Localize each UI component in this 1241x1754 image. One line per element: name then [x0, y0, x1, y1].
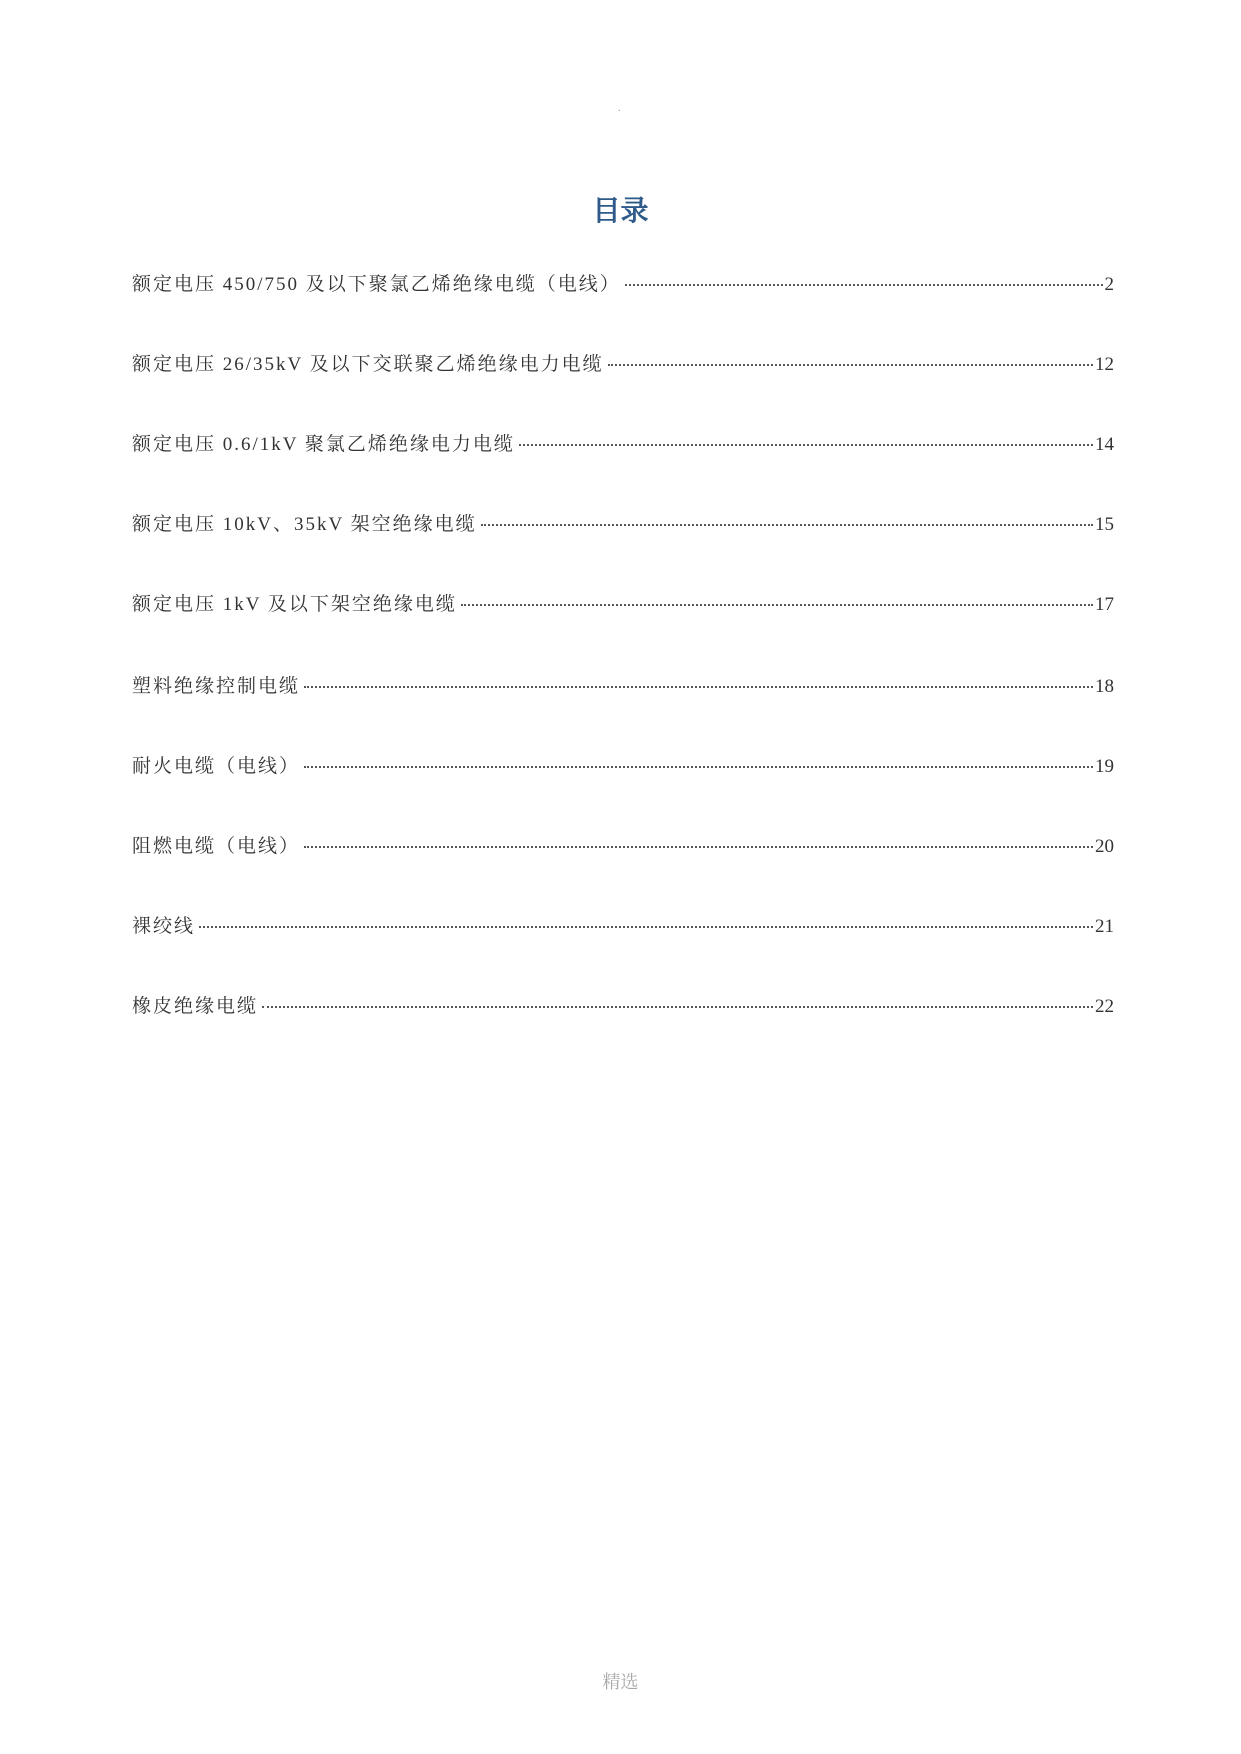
toc-entry-text: 裸绞线	[132, 916, 196, 937]
toc-page-number: 15	[1095, 514, 1114, 535]
toc-page-number: 22	[1095, 996, 1114, 1017]
toc-entry-8[interactable]	[132, 832, 1114, 862]
toc-leader-dots	[625, 284, 1103, 286]
toc-title: 目录	[592, 194, 649, 227]
toc-entry-text: 额定电压 26/35kV 及以下交联聚乙烯绝缘电力电缆	[132, 354, 604, 375]
toc-entry-9[interactable]	[132, 912, 1114, 942]
toc-entry-5[interactable]	[132, 590, 1114, 620]
toc-entry-text: 额定电压 10kV、35kV 架空绝缘电缆	[132, 514, 477, 535]
toc-entry-10[interactable]	[132, 992, 1114, 1022]
toc-page-number: 19	[1095, 756, 1114, 777]
toc-entry-text: 阻燃电缆（电线）	[132, 836, 301, 857]
toc-entry-text: 橡皮绝缘电缆	[132, 996, 259, 1017]
toc-leader-dots	[461, 604, 1093, 606]
toc-entry-text: 额定电压 0.6/1kV 聚氯乙烯绝缘电力电缆	[132, 434, 515, 455]
toc-page-number: 17	[1095, 594, 1114, 615]
toc-leader-dots	[199, 926, 1093, 928]
toc-entry-6[interactable]	[132, 672, 1114, 702]
toc-entry-1[interactable]	[132, 270, 1114, 300]
toc-leader-dots	[304, 846, 1093, 848]
toc-leader-dots	[262, 1006, 1093, 1008]
toc-page-number: 2	[1104, 274, 1114, 295]
toc-entry-3[interactable]	[132, 430, 1114, 460]
toc-entry-4[interactable]	[132, 510, 1114, 540]
toc-leader-dots	[304, 766, 1093, 768]
toc-entry-text: 塑料绝缘控制电缆	[132, 676, 301, 697]
toc-page-number: 20	[1095, 836, 1114, 857]
toc-leader-dots	[608, 364, 1093, 366]
toc-leader-dots	[519, 444, 1093, 446]
toc-leader-dots	[304, 686, 1093, 688]
toc-page-number: 21	[1095, 916, 1114, 937]
toc-entry-7[interactable]	[132, 752, 1114, 782]
toc-leader-dots	[481, 524, 1093, 526]
toc-entry-text: 额定电压 450/750 及以下聚氯乙烯绝缘电缆（电线）	[132, 274, 621, 295]
toc-page-number: 18	[1095, 676, 1114, 697]
toc-page-number: 12	[1095, 354, 1114, 375]
page-footer: 精选	[602, 1672, 639, 1693]
toc-entry-text: 额定电压 1kV 及以下架空绝缘电缆	[132, 594, 457, 615]
toc-entry-2[interactable]	[132, 350, 1114, 380]
header-mark: .	[618, 103, 621, 114]
toc-entry-text: 耐火电缆（电线）	[132, 756, 301, 777]
toc-page-number: 14	[1095, 434, 1114, 455]
